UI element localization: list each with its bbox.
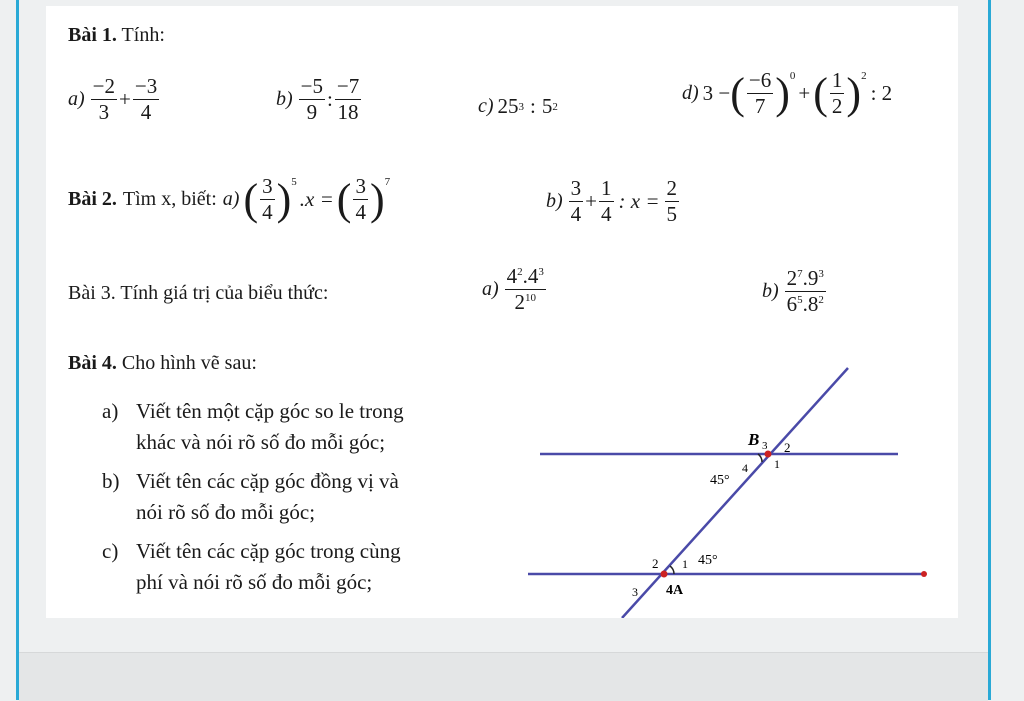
bai2-b-f3-num: 2 bbox=[666, 176, 678, 200]
bai1-b-f2-num: −7 bbox=[336, 74, 360, 98]
bai1-a-f2-den: 4 bbox=[140, 100, 152, 124]
bai2-b-mid: : x = bbox=[618, 189, 660, 213]
bai1-d-rparen2: ) bbox=[846, 68, 862, 118]
bai1-a-f1-den: 3 bbox=[98, 100, 110, 124]
bai4-item-c-line2: phí và nói rõ số đo mỗi góc; bbox=[136, 570, 373, 594]
label-a-angle-2: 2 bbox=[652, 556, 659, 571]
bai2-b-op: + bbox=[585, 189, 598, 213]
bai2-b-f1-den: 4 bbox=[570, 202, 582, 226]
left-frame-border bbox=[16, 0, 19, 700]
bottom-toolbar-area bbox=[19, 652, 988, 701]
bai2-a-exp1: 5 bbox=[291, 176, 297, 188]
bai4-item-a-marker: a) bbox=[102, 399, 119, 423]
bai1-c-exp2: 2 bbox=[552, 100, 558, 113]
bai4-item-b-line2: nói rõ số đo mỗi góc; bbox=[136, 500, 316, 524]
label-b-angle-2: 2 bbox=[784, 440, 791, 455]
bai2-a-f2-num: 3 bbox=[355, 174, 366, 198]
bai1-c-op: : bbox=[530, 94, 536, 118]
bai1-d-exp1: 0 bbox=[789, 70, 796, 82]
bai2-a-f1-den: 4 bbox=[262, 200, 273, 224]
bai3-a-num-mid: .4 bbox=[522, 264, 539, 288]
bai1-d-f1-den: 7 bbox=[754, 94, 766, 118]
bai3-a-num-e1: 2 bbox=[517, 266, 523, 278]
bai1-c-base2: 5 bbox=[541, 94, 553, 118]
bai4-item-b-line1: Viết tên các cặp góc đồng vị và bbox=[136, 469, 399, 493]
bai2-a-rparen2: ) bbox=[369, 174, 385, 224]
bai1-b-f1-num: −5 bbox=[300, 74, 324, 98]
bai4-item-c-marker: c) bbox=[102, 539, 119, 563]
bai4-title: Bài 4. bbox=[68, 352, 117, 374]
bai2-a-lparen1: ( bbox=[243, 174, 259, 224]
bai1-d-lead: 3 − bbox=[702, 81, 731, 105]
bai4-title-rest: Cho hình vẽ sau: bbox=[121, 352, 257, 374]
bai3-b-num-base: 2 bbox=[786, 266, 798, 290]
bai2-a-exp2: 7 bbox=[384, 176, 391, 188]
bai1-d-lparen2: ( bbox=[813, 68, 828, 118]
bai1-d-f2-den: 2 bbox=[831, 94, 843, 118]
bai1-d-exp2: 2 bbox=[861, 70, 867, 82]
bai1-title-rest: Tính: bbox=[121, 24, 165, 46]
bai2-a-lparen2: ( bbox=[336, 174, 352, 224]
bai1-c-label: c) bbox=[478, 95, 494, 117]
bai2-a-f1-num: 3 bbox=[262, 174, 273, 198]
bai2-a-label: a) bbox=[222, 188, 240, 210]
bai2-title: Bài 2. bbox=[68, 188, 117, 210]
bai1-a-f1-num: −2 bbox=[92, 74, 116, 98]
bai4-item-a-line2: khác và nói rõ số đo mỗi góc; bbox=[136, 430, 386, 454]
bai4-item-b-marker: b) bbox=[102, 469, 120, 493]
geometry-figure bbox=[46, 6, 958, 618]
bai2-b-label: b) bbox=[546, 190, 563, 212]
label-a-point: 4A bbox=[666, 583, 684, 598]
bai3-a-den-base: 2 bbox=[514, 290, 526, 314]
bai1-d-f1-num: −6 bbox=[748, 68, 772, 92]
label-a-angle-3: 3 bbox=[632, 585, 638, 599]
bai1-d-lparen1: ( bbox=[730, 68, 745, 118]
bai4-item-a-line1: Viết tên một cặp góc so le trong bbox=[136, 399, 404, 423]
bai3-b-den-mid: .8 bbox=[802, 292, 819, 316]
bai2-a-f2-den: 4 bbox=[355, 200, 366, 224]
bai2-b-f3-den: 5 bbox=[666, 202, 678, 226]
bai3-b-den-base: 6 bbox=[786, 292, 798, 316]
bai3-a-label: a) bbox=[482, 278, 499, 300]
label-b-angle-1: 1 bbox=[774, 457, 780, 471]
label-b-45: 45° bbox=[710, 473, 730, 488]
bai3-b-num-mid: .9 bbox=[802, 266, 819, 290]
bai2-b-f2-den: 4 bbox=[601, 202, 612, 226]
label-b-sub: 3 bbox=[762, 440, 768, 452]
bai1-a-op: + bbox=[119, 87, 131, 111]
bai2-b-f1-num: 3 bbox=[570, 176, 582, 200]
label-b-angle-4: 4 bbox=[742, 461, 748, 475]
bai3-b-den-e1: 5 bbox=[797, 294, 803, 306]
bai1-a-f2-num: −3 bbox=[134, 74, 158, 98]
bai3-title: Bài 3. Tính giá trị của biểu thức: bbox=[68, 282, 329, 304]
bai1-b-f1-den: 9 bbox=[306, 100, 318, 124]
transversal-line bbox=[622, 368, 848, 618]
bai3-a-den-e: 10 bbox=[525, 292, 537, 304]
right-frame-border bbox=[988, 0, 991, 700]
bai2-title-rest: Tìm x, biết: bbox=[122, 188, 217, 210]
label-a-45: 45° bbox=[698, 553, 718, 568]
bai2-b-f2-num: 1 bbox=[601, 176, 612, 200]
bai1-d-label: d) bbox=[682, 82, 699, 104]
label-a-angle-1: 1 bbox=[682, 557, 688, 571]
bai1-c-base1: 25 bbox=[497, 94, 519, 118]
label-b: B bbox=[748, 430, 760, 449]
bai3-b-label: b) bbox=[762, 280, 779, 302]
bai1-d-op: + bbox=[798, 81, 811, 105]
bai4-item-c-line1: Viết tên các cặp góc trong cùng bbox=[136, 539, 401, 563]
point-a bbox=[661, 571, 668, 578]
bai3-b-num-e1: 7 bbox=[797, 268, 803, 280]
bai1-b-f2-den: 18 bbox=[337, 100, 359, 124]
bai2-a-mid: .x = bbox=[299, 187, 334, 211]
bai3-a-num-e2: 3 bbox=[538, 266, 544, 278]
bai2-a-rparen1: ) bbox=[276, 174, 292, 224]
bai1-d-f2-num: 1 bbox=[831, 68, 843, 92]
bai3-a-num-base: 4 bbox=[506, 264, 518, 288]
bai1-c-exp1: 3 bbox=[518, 100, 525, 113]
lower-line-endpoint bbox=[921, 571, 927, 577]
bai3-b-den-e2: 2 bbox=[818, 294, 824, 306]
bai1-a-label: a) bbox=[68, 88, 85, 110]
worksheet-image bbox=[46, 6, 958, 618]
bai1-d-rparen1: ) bbox=[775, 68, 790, 118]
bai1-b-op: : bbox=[327, 87, 333, 111]
bai1-title: Bài 1. bbox=[68, 24, 117, 46]
bai1-d-tail: : 2 bbox=[870, 81, 893, 105]
bai1-b-label: b) bbox=[276, 88, 293, 110]
bai3-b-num-e2: 3 bbox=[818, 268, 824, 280]
